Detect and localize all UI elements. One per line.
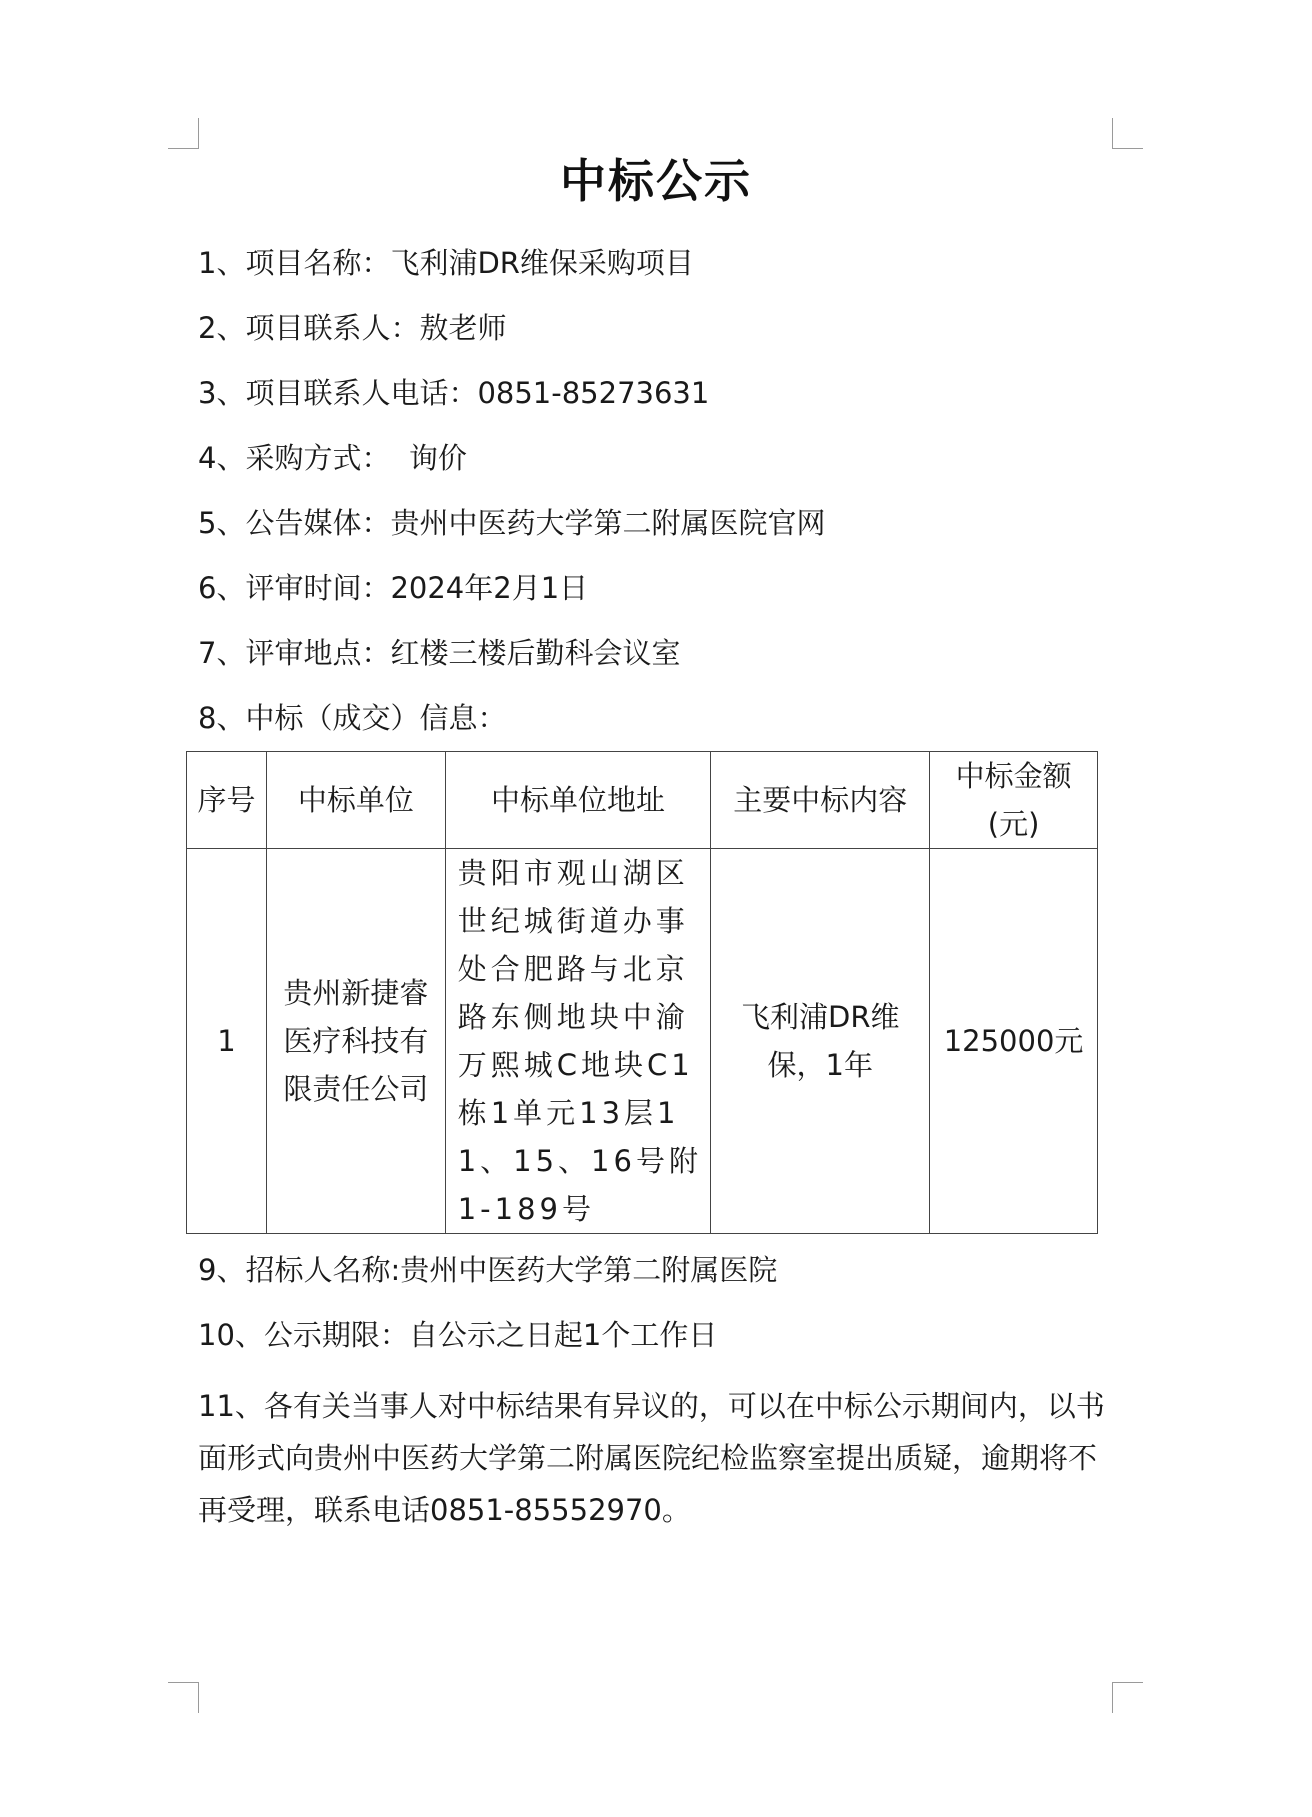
header-index: 序号 bbox=[187, 752, 267, 849]
item-project-contact: 2、项目联系人：敖老师 bbox=[198, 311, 507, 345]
cell-address: 贵阳市观山湖区世纪城街道办事处合肥路与北京路东侧地块中渝万熙城C地块C1栋1单元13层11、15、16号附1-189号 bbox=[445, 849, 711, 1234]
award-table bbox=[186, 751, 1098, 1234]
header-company: 中标单位 bbox=[266, 752, 445, 849]
item-tenderer-name: 9、招标人名称:贵州中医药大学第二附属医院 bbox=[198, 1253, 778, 1287]
item-contact-phone: 3、项目联系人电话：0851-85273631 bbox=[198, 376, 710, 410]
table-row bbox=[187, 849, 1098, 1234]
item-media: 5、公告媒体：贵州中医药大学第二附属医院官网 bbox=[198, 506, 826, 540]
item-publicity-period: 10、公示期限：自公示之日起1个工作日 bbox=[198, 1318, 718, 1352]
header-amount: 中标金额(元) bbox=[930, 752, 1098, 849]
item-objection-notice: 11、各有关当事人对中标结果有异议的，可以在中标公示期间内，以书面形式向贵州中医药大学第二附属医院纪检监察室提出质疑，逾期将不再受理，联系电话0851-85552970。 bbox=[198, 1389, 1105, 1527]
cell-amount: 125000元 bbox=[930, 849, 1098, 1234]
corner-mark-bottom-left bbox=[168, 1682, 199, 1713]
page-title: 中标公示 bbox=[560, 154, 752, 208]
item-project-name: 1、项目名称：飞利浦DR维保采购项目 bbox=[198, 246, 694, 280]
cell-content: 飞利浦DR维保，1年 bbox=[711, 849, 930, 1234]
header-address: 中标单位地址 bbox=[445, 752, 711, 849]
item-review-time: 6、评审时间：2024年2月1日 bbox=[198, 571, 589, 605]
item-review-location: 7、评审地点：红楼三楼后勤科会议室 bbox=[198, 636, 681, 670]
cell-company: 贵州新捷睿医疗科技有限责任公司 bbox=[266, 849, 445, 1234]
corner-mark-bottom-right bbox=[1112, 1682, 1143, 1713]
header-content: 主要中标内容 bbox=[711, 752, 930, 849]
item-procurement-method: 4、采购方式： 询价 bbox=[198, 441, 467, 475]
award-table-header-row bbox=[187, 752, 1098, 849]
item-award-info-heading: 8、中标（成交）信息： bbox=[198, 701, 507, 735]
cell-index: 1 bbox=[187, 849, 267, 1234]
